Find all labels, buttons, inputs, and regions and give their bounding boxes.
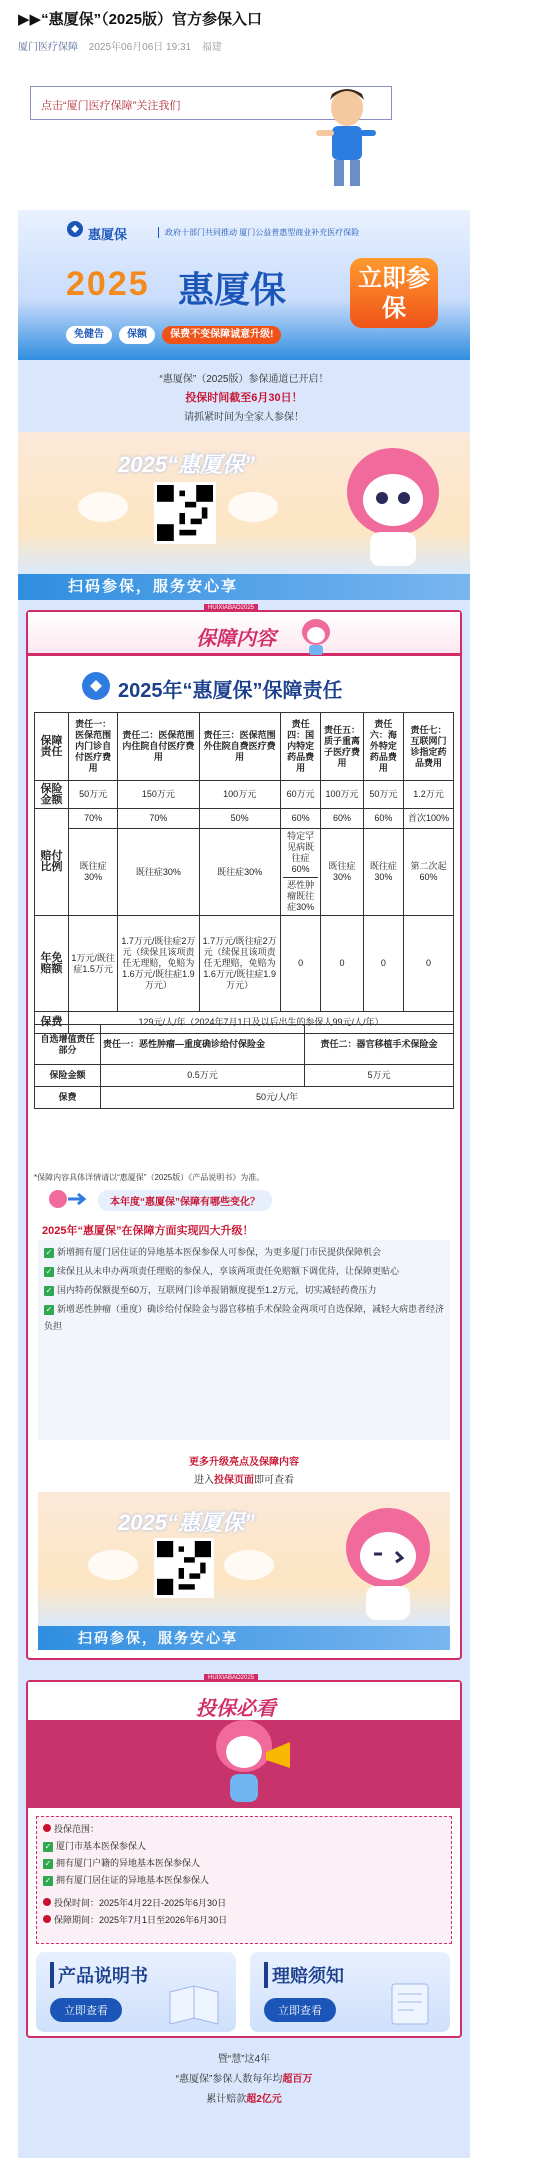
qr-code[interactable]	[154, 1538, 214, 1598]
premium-cell: 129元/人/年（2024年7月1日及以后出生的参保人99元/人/年）	[69, 1012, 454, 1034]
pin-icon	[43, 1915, 51, 1923]
list-item	[43, 1838, 445, 1855]
row-label: 保费	[35, 1087, 101, 1109]
tip-line	[43, 1912, 445, 1929]
pin-icon	[43, 1824, 51, 1832]
book-icon	[166, 1982, 222, 2028]
section-tag: HUIXIABAO2025	[204, 1674, 258, 1682]
row-label: 年免赔额	[35, 916, 69, 1012]
table-cell: 60万元	[280, 781, 321, 809]
scope-text: 拥有厦门户籍的异地基本医保参保人	[56, 1858, 201, 1868]
coverage-period: 保障期间：2025年7月1日至2026年6月30日	[54, 1915, 228, 1925]
table-cell: 100万元	[321, 781, 363, 809]
tip-line	[43, 1821, 445, 1838]
row-label: 自选增值责任部分	[35, 1025, 101, 1065]
follow-text: 点击“厦门医疗保障”关注我们	[41, 100, 181, 112]
scope-text: 厦门市基本医保参保人	[56, 1841, 147, 1851]
section-tag: HUIXIABAO2025	[204, 604, 258, 612]
coverage-pill: 保额	[119, 326, 155, 344]
qr-banner[interactable]	[18, 432, 470, 574]
check-icon: ✓	[44, 1842, 52, 1851]
table-cell: 1.7万元/既往症2万元（续保且该项责任无理赔，免赔为1.6万元/既往症1.9万元）	[118, 916, 199, 1012]
footer-highlight: 超百万	[282, 2074, 313, 2085]
footer-line-2	[18, 2070, 470, 2090]
footer-highlight: 超2亿元	[246, 2094, 282, 2105]
scope-text: 拥有厦门居住证的异地基本医保参保人	[56, 1875, 210, 1885]
enrollment-intro	[18, 370, 470, 427]
table-cell: 50万元	[363, 781, 404, 809]
change-text: 续保且从未申办两项责任理赔的参保人，享该两项责任免赔额下调优待，让保障更贴心	[57, 1266, 400, 1276]
check-icon: ✓	[44, 1876, 52, 1885]
table-cell: 既往症30%	[69, 829, 118, 916]
list-item	[44, 1244, 444, 1261]
mascot-small-icon	[298, 616, 334, 656]
table-cell: 5万元	[304, 1065, 453, 1087]
intro-line-1: “惠厦保”（2025版）参保通道已开启！	[159, 374, 329, 385]
optional-duty-table	[34, 1024, 454, 1109]
scan-slogan-bar: 扫码参保，服务安心享	[38, 1626, 450, 1650]
table-cell: 责任二：器官移植手术保险金	[304, 1025, 453, 1065]
duty-logo-icon	[82, 672, 110, 700]
table-cell: 既往症30%	[363, 829, 404, 916]
article-title: ▶▶“惠厦保”（2025版）官方参保入口	[18, 11, 262, 28]
table-cell: 60%	[280, 809, 321, 829]
list-item	[43, 1872, 445, 1889]
coverage-section	[26, 605, 462, 1660]
table-cell: 60%	[321, 809, 363, 829]
more-info	[28, 1454, 460, 1490]
cell-line: 恶性肿瘤既往症30%	[283, 877, 319, 913]
table-cell: 70%	[118, 809, 199, 829]
change-text: 新增拥有厦门居住证的异地基本医保参保人可参保，为更多厦门市民提供保障机会	[57, 1247, 382, 1257]
claims-guide-title: 理赔须知	[264, 1962, 344, 1988]
join-now-button[interactable]: 立即参保	[350, 258, 438, 328]
table-cell: 60%	[363, 809, 404, 829]
table-cell: 50%	[199, 809, 280, 829]
table-cell: 50万元	[69, 781, 118, 809]
qr-banner-2[interactable]	[38, 1492, 450, 1626]
table-cell: 1万元/既往症1.5万元	[69, 916, 118, 1012]
row-label: 保险金额	[35, 1065, 101, 1087]
brand-name: 惠厦保	[88, 227, 128, 242]
main-content	[18, 210, 470, 2158]
intro-deadline: 投保时间截至6月30日！	[185, 392, 303, 404]
product-manual-view-button[interactable]: 立即查看	[50, 1998, 122, 2022]
footer-line-3	[18, 2090, 470, 2110]
table-cell: 既往症30%	[321, 829, 363, 916]
qr-code[interactable]	[154, 482, 216, 544]
hero-ribbon	[66, 326, 386, 346]
lotus-mascot-icon	[328, 432, 458, 572]
author-link[interactable]: 厦门医疗保障	[18, 42, 78, 53]
product-manual-card[interactable]	[36, 1952, 236, 2032]
must-read-hero	[28, 1682, 460, 1808]
header-cell: 责任七：互联网门诊指定药品费用	[404, 713, 454, 781]
coverage-title: 保障内容	[196, 628, 276, 650]
coverage-table	[34, 712, 454, 1034]
must-read-section	[26, 1675, 462, 2038]
footer-line-1: 暨“慧”这4年	[217, 2054, 271, 2065]
cell-line: 特定罕见病既往症60%	[287, 831, 315, 874]
table-cell: 既往症30%	[118, 829, 199, 916]
header-cell: 责任三：医保范围外住院自费医疗费用	[199, 713, 280, 781]
qr-banner-title: 2025“惠厦保”	[118, 1510, 255, 1535]
wing-left-icon	[88, 1550, 138, 1580]
must-read-title: 投保必看	[196, 1698, 276, 1720]
lotus-mascot-icon	[328, 1492, 448, 1626]
intro-line-3: 请抓紧时间为全家人参保！	[184, 412, 304, 423]
tip-line	[43, 1895, 445, 1912]
header-cell: 责任一：医保范围内门诊自付医疗费用	[69, 713, 118, 781]
brand-logo-icon	[66, 220, 84, 238]
coverage-title-band	[28, 612, 460, 656]
table-cell: 0	[321, 916, 363, 1012]
table-cell: 责任一：恶性肿瘤—重度确诊给付保险金	[101, 1025, 305, 1065]
table-cell: 0	[404, 916, 454, 1012]
doc-cards	[36, 1952, 452, 2034]
location: 福建	[201, 42, 222, 53]
table-cell: 1.2万元	[404, 781, 454, 809]
footer-summary	[18, 2050, 470, 2110]
footer-text: “惠厦保”参保人数每年均	[175, 2074, 283, 2085]
table-cell: 1.7万元/既往症2万元（续保且该项责任无理赔，免赔为1.6万元/既往症1.9万元）	[199, 916, 280, 1012]
changes-question-text: 本年度“惠厦保”保障有哪些变化？	[98, 1190, 272, 1211]
table-cell: 50元/人/年	[101, 1087, 454, 1109]
table-cell	[280, 829, 321, 916]
list-item	[44, 1263, 444, 1280]
table-cell: 150万元	[118, 781, 199, 809]
list-item	[44, 1282, 444, 1299]
table-cell: 第二次起60%	[404, 829, 454, 916]
row-label: 保险金额	[35, 781, 69, 809]
wing-right-icon	[224, 1550, 274, 1580]
premium-unchanged-pill: 保费不变保障诚意升级!	[162, 326, 281, 344]
hero-product-name: 惠厦保	[178, 269, 287, 311]
table-cell: 0.5万元	[101, 1065, 305, 1087]
row-label: 赔付比例	[35, 809, 69, 916]
changes-question	[48, 1188, 448, 1208]
check-icon: ✓	[45, 1267, 53, 1276]
mascot-man-illustration	[312, 84, 382, 192]
publish-time: 2025年06月06日 19:31	[88, 42, 192, 53]
more-info-prefix: 进入	[194, 1475, 214, 1486]
article-meta	[18, 38, 222, 53]
changes-heading: 2025年“惠厦保”在保障方面实现四大升级！	[42, 1225, 254, 1237]
hero-banner[interactable]	[18, 210, 470, 360]
table-cell: 100万元	[199, 781, 280, 809]
check-icon: ✓	[45, 1305, 53, 1314]
duty-title: 2025年“惠厦保”保障责任	[118, 680, 343, 702]
table-cell: 既往症30%	[199, 829, 280, 916]
header-cell: 责任二：医保范围内住院自付医疗费用	[118, 713, 199, 781]
enrollment-tips	[36, 1816, 452, 1944]
document-icon	[382, 1980, 438, 2028]
hero-tagline: 政府十部门共同推动 厦门公益普惠型商业补充医疗保险	[158, 227, 458, 238]
change-text: 新增恶性肿瘤（重度）确诊给付保险金与器官移植手术保险金两项可自选保障，减轻大病患者经济负担	[44, 1304, 445, 1331]
more-info-suffix: 即可查看	[254, 1475, 294, 1486]
coverage-note: *保障内容具体详情请以“惠厦保”（2025版）《产品说明书》为准。	[34, 1173, 265, 1182]
header-cell: 保障责任	[35, 713, 69, 781]
pin-icon	[43, 1898, 51, 1906]
change-text: 国内特药保额提至60万，互联网门诊单报销额度提至1.2万元，切实减轻药费压力	[57, 1285, 377, 1295]
enroll-time: 投保时间：2025年4月22日-2025年6月30日	[54, 1898, 227, 1908]
scope-label: 投保范围：	[54, 1824, 100, 1834]
footer-text: 累计赔款	[206, 2094, 247, 2105]
table-cell: 70%	[69, 809, 118, 829]
check-icon: ✓	[45, 1286, 53, 1295]
hero-year: 2025	[66, 265, 150, 303]
qr-banner-title: 2025“惠厦保”	[118, 452, 255, 477]
header-cell: 责任五：质子重离子医疗费用	[321, 713, 363, 781]
header-cell: 责任四：国内特定药品费用	[280, 713, 321, 781]
wing-left-icon	[78, 492, 128, 522]
row-label: 保费	[35, 1012, 69, 1034]
check-icon: ✓	[45, 1248, 53, 1257]
more-info-title: 更多升级亮点及保障内容	[189, 1457, 299, 1468]
list-item	[44, 1301, 444, 1335]
claims-guide-card[interactable]	[250, 1952, 450, 2032]
changes-list	[38, 1240, 450, 1440]
scan-slogan-bar: 扫码参保，服务安心享	[18, 574, 470, 600]
insure-page-link[interactable]: 投保页面	[214, 1475, 254, 1486]
product-manual-title: 产品说明书	[50, 1962, 148, 1988]
check-icon: ✓	[44, 1859, 52, 1868]
table-cell: 0	[280, 916, 321, 1012]
table-cell: 首次100%	[404, 809, 454, 829]
list-item	[43, 1855, 445, 1872]
table-cell: 0	[363, 916, 404, 1012]
no-health-declaration-pill: 免健告	[66, 326, 112, 344]
wing-right-icon	[228, 492, 278, 522]
header-cell: 责任六：海外特定药品费用	[363, 713, 404, 781]
mascot-megaphone-icon	[204, 1712, 294, 1806]
mascot-pointer-icon	[48, 1188, 88, 1210]
claims-guide-view-button[interactable]: 立即查看	[264, 1998, 336, 2022]
more-info-line	[28, 1472, 460, 1490]
